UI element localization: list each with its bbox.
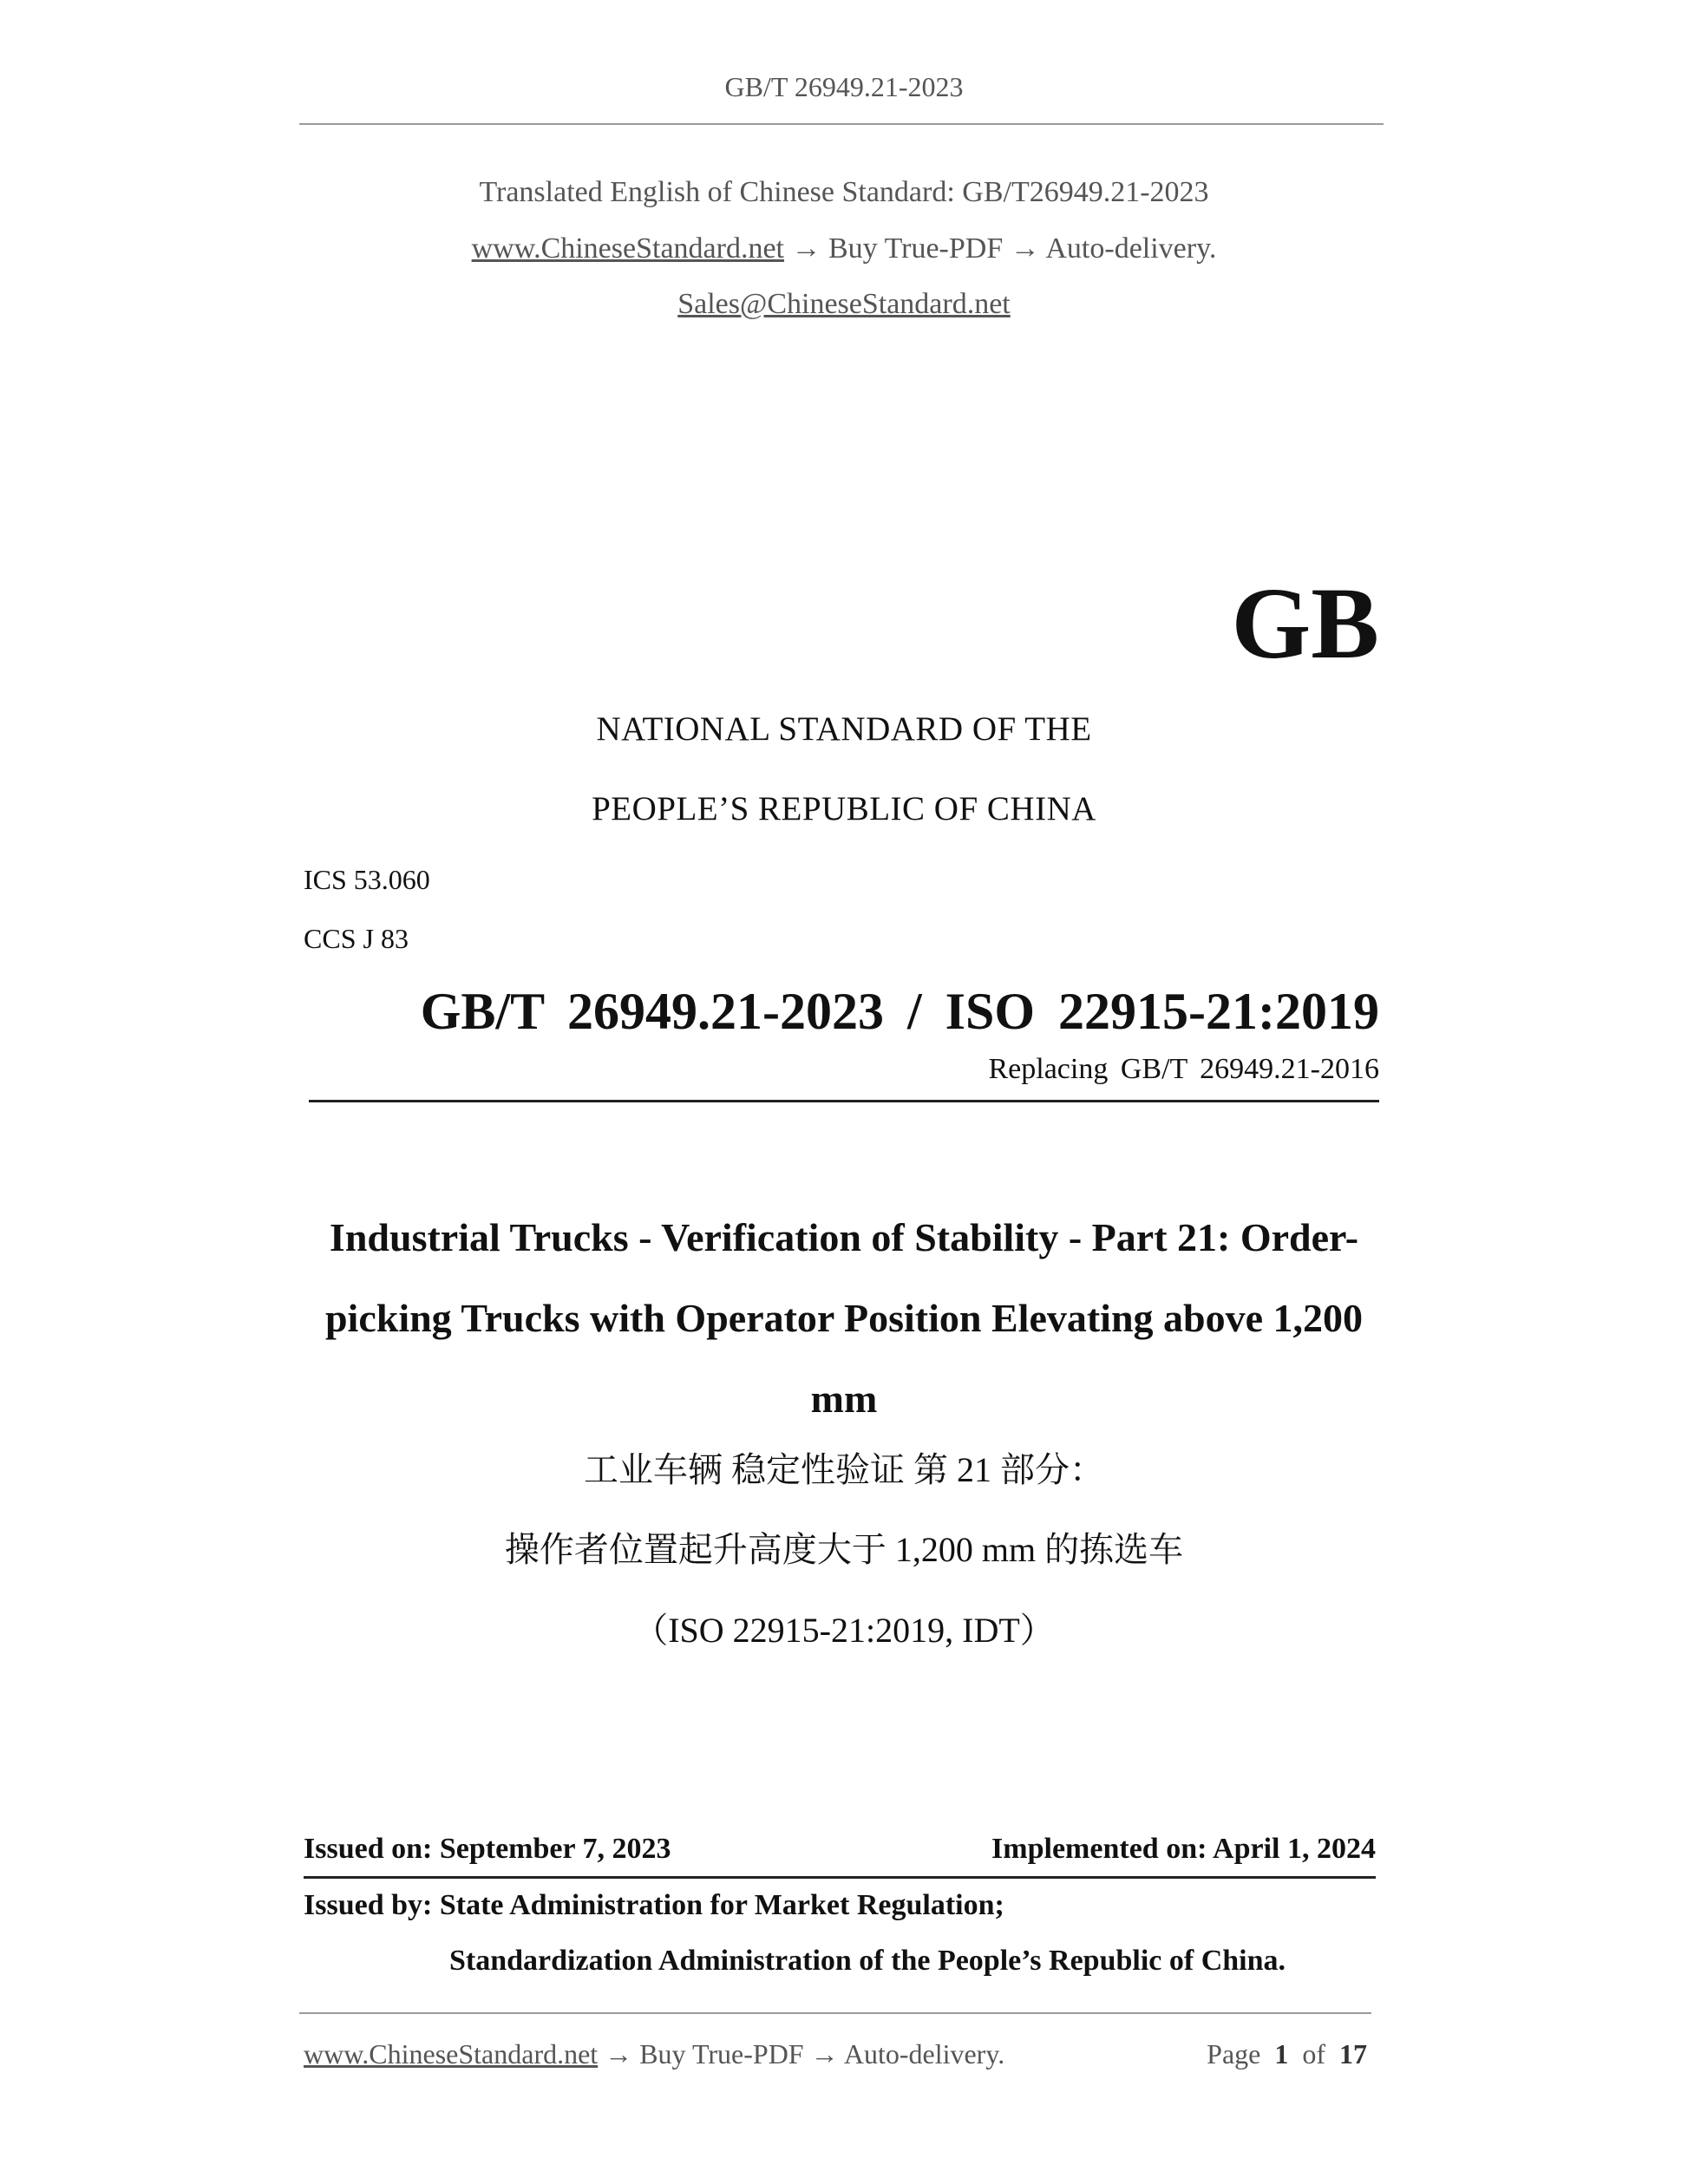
gb-logo-mark: GB — [1231, 566, 1379, 680]
implemented-on-date: Implemented on: April 1, 2024 — [991, 1833, 1376, 1865]
chinese-title-line1: 工业车辆 稳定性验证 第 21 部分： — [584, 1450, 1104, 1489]
page-indicator — [1207, 2038, 1367, 2070]
arrow-right-icon: → — [605, 2038, 633, 2070]
iso-equivalence: （ISO 22915-21:2019, IDT） — [633, 1611, 1055, 1650]
email-link[interactable]: Sales@ChineseStandard.net — [677, 288, 1011, 320]
arrow-right-icon: → — [791, 232, 821, 265]
page-label: Page — [1207, 2038, 1261, 2070]
delivery-text: Auto-delivery. — [1045, 232, 1217, 265]
footer-buy-text: Buy True-PDF — [639, 2038, 804, 2070]
title-divider — [309, 1100, 1379, 1102]
standard-number: GB/T 26949.21-2023 / ISO 22915-21:2019 — [420, 983, 1379, 1040]
english-title: Industrial Trucks - Verification of Stability - Part 21: Order-picking Trucks with Operator Position Elevating above 1,200 mm — [324, 1215, 1364, 1421]
arrow-right-icon: → — [1010, 232, 1040, 265]
issue-divider — [304, 1876, 1376, 1879]
header-divider — [299, 123, 1384, 125]
site-link[interactable]: www.ChineseStandard.net — [471, 232, 784, 265]
email-line — [0, 288, 1688, 321]
page-total: 17 — [1339, 2038, 1367, 2070]
ics-code: ICS 53.060 — [304, 864, 430, 895]
ccs-code: CCS J 83 — [304, 923, 409, 954]
running-header: GB/T 26949.21-2023 — [724, 71, 964, 102]
arrow-right-icon: → — [810, 2038, 839, 2070]
national-standard-line2: PEOPLE’S REPUBLIC OF CHINA — [592, 790, 1096, 827]
page-current: 1 — [1274, 2038, 1289, 2070]
chinese-title-line2: 操作者位置起升高度大于 1,200 mm 的拣选车 — [504, 1530, 1184, 1569]
issued-by: Issued by: State Administration for Market Regulation; — [304, 1889, 1004, 1921]
replacing-note: Replacing GB/T 26949.21-2016 — [988, 1053, 1379, 1085]
issued-on-date: Issued on: September 7, 2023 — [304, 1833, 671, 1865]
footer-site-link[interactable]: www.ChineseStandard.net — [304, 2038, 599, 2070]
page-of: of — [1302, 2038, 1325, 2070]
footer-divider — [299, 2012, 1371, 2014]
footer-delivery-text: Auto-delivery. — [843, 2038, 1005, 2070]
translation-notice: Translated English of Chinese Standard: GB/T26949.21-2023 — [479, 176, 1209, 208]
national-standard-line1: NATIONAL STANDARD OF THE — [596, 710, 1092, 748]
purchase-line — [0, 232, 1688, 265]
issued-by-second: Standardization Administration of the People’s Republic of China. — [449, 1945, 1286, 1977]
footer-purchase-line — [304, 2038, 1004, 2070]
buy-text: Buy True-PDF — [828, 232, 1004, 265]
